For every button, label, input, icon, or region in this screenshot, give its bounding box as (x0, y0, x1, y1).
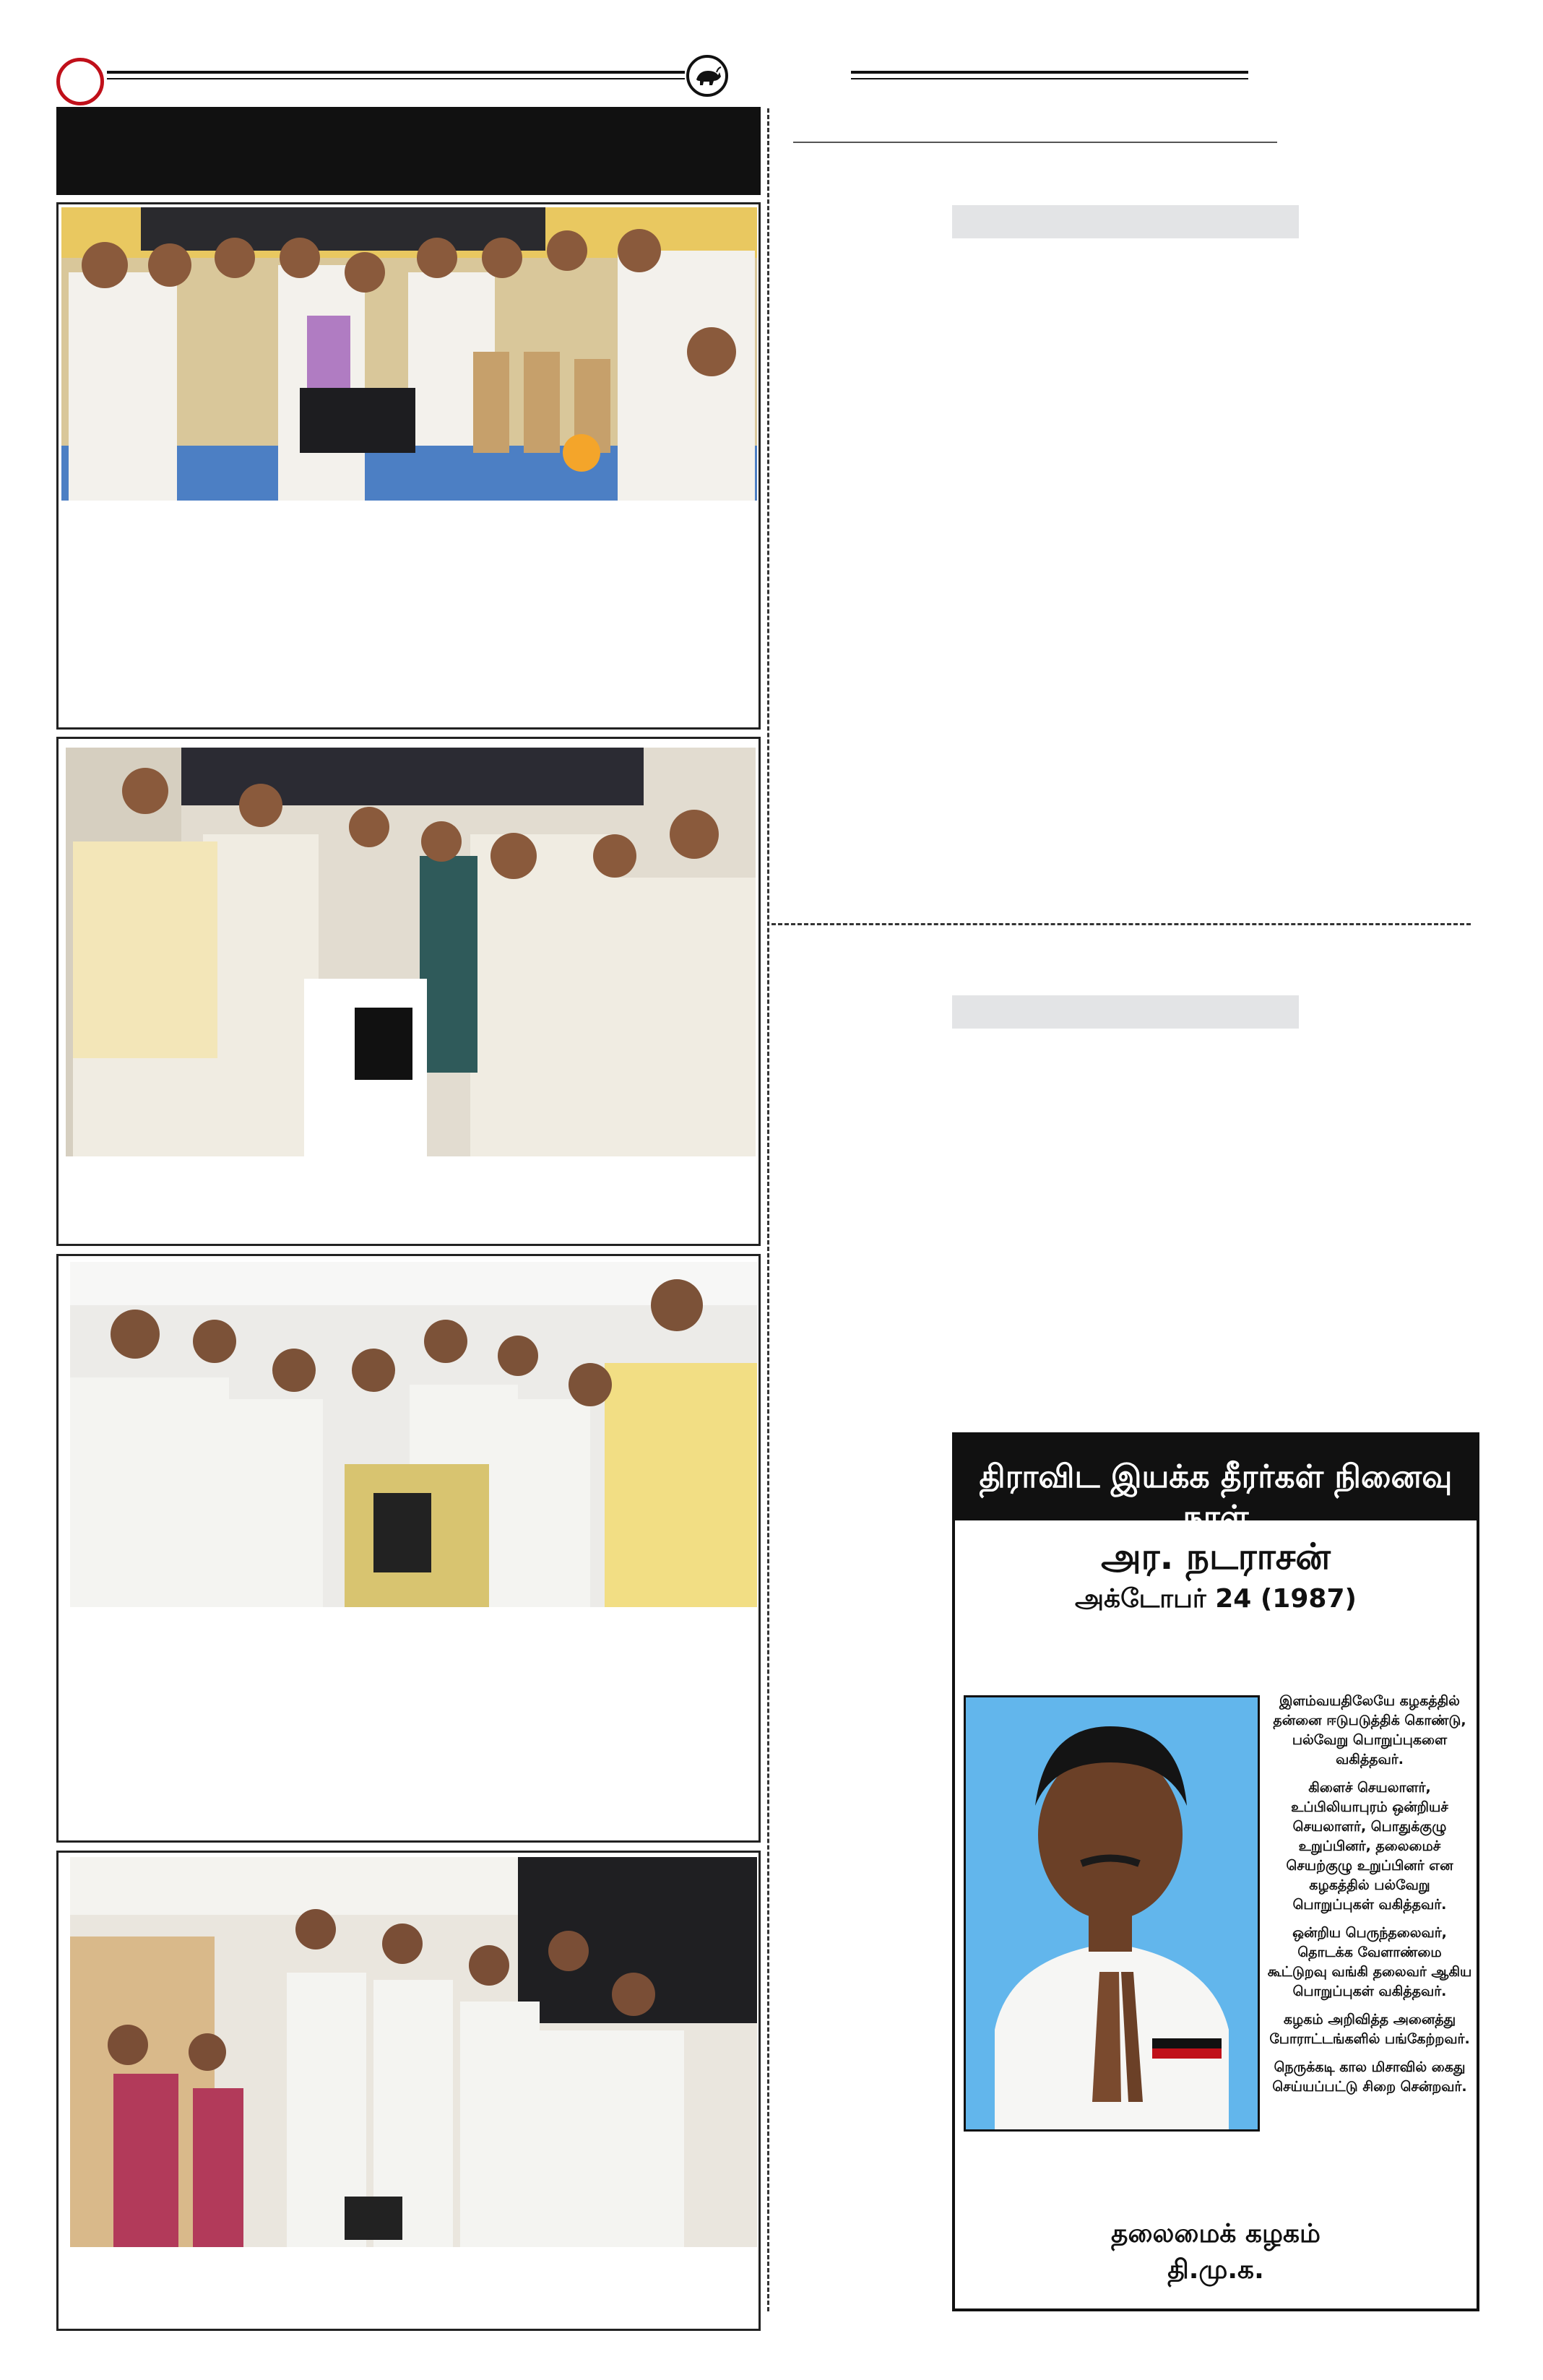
tribute-portrait (964, 1695, 1260, 2132)
masthead-right-rule-bottom (851, 78, 1248, 79)
bio-paragraph-5: நெருக்கடி கால மிசாவில் கைது செய்யப்பட்டு சிறை சென்றவர். (1272, 2059, 1467, 2095)
masthead-right-rule-top (851, 71, 1248, 74)
photo-box-4 (56, 1851, 761, 2331)
event-photo-4 (70, 1857, 757, 2247)
headline-band (56, 107, 761, 195)
tribute-name: அர. நடராசன் (1101, 1536, 1331, 1578)
photo-box-2 (56, 737, 761, 1246)
masthead-rule-bottom (107, 78, 685, 79)
bio-paragraph-2: கிளைச் செயலாளர், உப்பிலியாபுரம் ஒன்றியச் செயலாளர், பொதுக்குழு உறுப்பினர், தலைமைச் செயற்குழு உறுப்பினர் என கழகத்தில் பல்வேறு பொறுப்புகள் வகித்தவர். (1286, 1780, 1453, 1913)
right-column-divider (772, 923, 1471, 925)
tribute-heading-band (955, 1435, 1477, 1536)
bull-icon (686, 55, 728, 97)
event-photo-3 (70, 1262, 757, 1607)
bio-paragraph-4: கழகம் அறிவித்த அனைத்து போராட்டங்களில் பங்கேற்றவர். (1269, 2012, 1470, 2047)
bio-paragraph-3: ஒன்றிய பெருந்தலைவர், தொடக்க வேளாண்மை கூட்டுறவு வங்கி தலைவர் ஆகிய பொறுப்புகள் வகித்தவர். (1267, 1925, 1472, 1999)
masthead-circle-logo (56, 58, 104, 105)
right-article-title-bar-2 (952, 995, 1299, 1029)
masthead-rule-top (107, 71, 685, 74)
event-photo-1 (61, 207, 757, 501)
right-column-rule (793, 142, 1277, 143)
tribute-footer-line1: தலைமைக் கழகம் (1111, 2219, 1321, 2249)
tribute-bio (1267, 1692, 1472, 2097)
photo-box-1 (56, 202, 761, 730)
column-separator (767, 108, 769, 2311)
bio-paragraph-1: இளம்வயதிலேயே கழகத்தில் தன்னை ஈடுபடுத்திக் கொண்டு, பல்வேறு பொறுப்புகளை வகித்தவர். (1273, 1693, 1466, 1767)
right-article-title-bar-1 (952, 205, 1299, 238)
photo-box-3 (56, 1254, 761, 1843)
tribute-box (952, 1432, 1479, 2311)
event-photo-2 (66, 748, 756, 1156)
tribute-heading: திராவிட இயக்க தீரர்கள் நினைவு நாள் (979, 1458, 1453, 1536)
tribute-footer-line2: தி.மு.க. (1167, 2255, 1264, 2285)
tribute-date: அக்டோபர் 24 (1987) (1075, 1584, 1357, 1614)
